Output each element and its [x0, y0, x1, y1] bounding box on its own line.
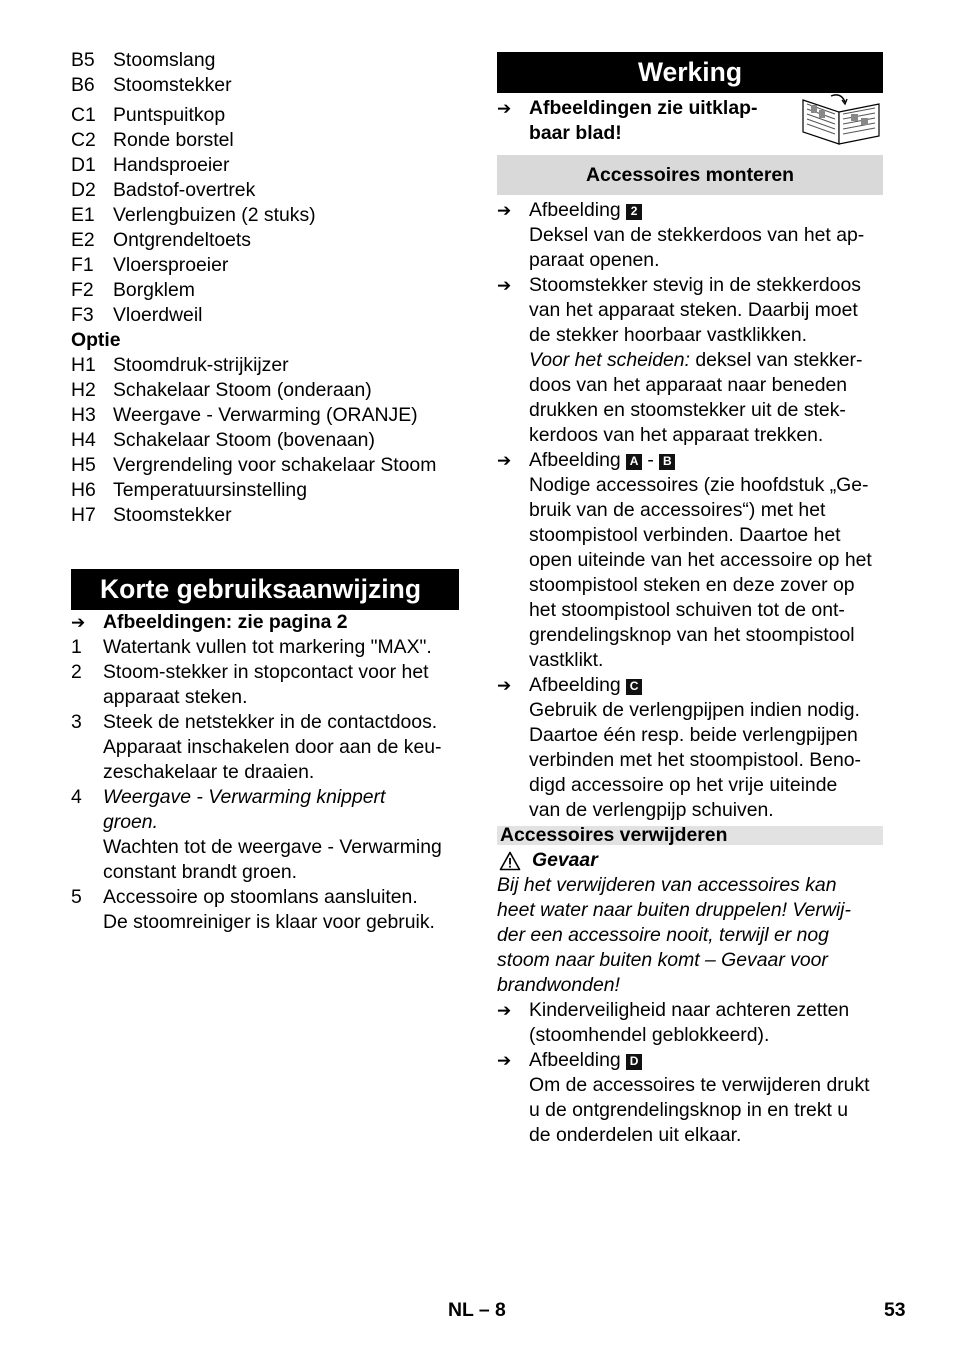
figure-ref-badge: D: [626, 1054, 642, 1070]
arrow-icon: ➔: [497, 1051, 512, 1070]
werking-section-title: Werking: [497, 52, 883, 93]
parts-list-group3: [71, 353, 459, 528]
parts-row: E2 Ontgrendeltoets: [71, 229, 251, 251]
arrow-icon: ➔: [497, 451, 512, 470]
subheading-accessoires-monteren: Accessoires monteren: [497, 155, 883, 195]
left-column: [71, 48, 459, 935]
korte-section-title: Korte gebruiksaanwijzing: [71, 569, 459, 610]
step-item: ➔ Stoomstekker stevig in de stekkerdoos van het apparaat steken. Daarbij moet de stekker hoorbaar vastklikken. Voor het scheiden: deksel van stekker- doos van het apparaat naar beneden drukken en stoomstekker uit de stek- kerdoos van het apparaat trekken.: [497, 274, 863, 446]
right-column: [497, 52, 883, 1148]
step-body: Deksel van de stekkerdoos van het ap- paraat openen.: [529, 224, 865, 271]
step-item: ➔ Kinderveiligheid naar achteren zetten (stoomhendel geblokkeerd).: [497, 999, 850, 1046]
list-item: 5 Accessoire op stoomlans aansluiten. De stoomreiniger is klaar voor gebruik.: [71, 886, 435, 933]
fig-step: ➔ Afbeelding 2: [497, 198, 883, 223]
werking-intro: ➔ Afbeeldingen zie uitklap- baar blad!: [497, 96, 883, 152]
arrow-icon: ➔: [497, 201, 512, 220]
parts-row: H6 Temperatuursinstelling: [71, 479, 308, 501]
parts-row: H5 Vergrendeling voor schakelaar Stoom: [71, 454, 437, 476]
step-body: Nodige accessoires (zie hoofdstuk „Ge- bruik van de accessoires“) met het stoompistool verbinden. Daartoe het open uiteinde van het accessoire op het stoompistool steken en deze zover op het stoompistool schuiven tot de ont- grendelingsknop van het stoompistool vastklikt.: [529, 474, 872, 671]
parts-list-group2: [71, 103, 459, 328]
korte-arrow-line: ➔ Afbeeldingen: zie pagina 2: [71, 611, 348, 633]
parts-row: B6 Stoomstekker: [71, 74, 232, 96]
page-number: 53: [884, 1299, 906, 1321]
parts-row: D2 Badstof-overtrek: [71, 179, 256, 201]
parts-row: B5 Stoomslang: [71, 49, 216, 71]
footer-section-label: NL – 8: [448, 1299, 506, 1321]
parts-row: F1 Vloersproeier: [71, 254, 229, 276]
arrow-icon: ➔: [497, 1001, 512, 1020]
fig-step: ➔ Afbeelding C: [497, 673, 883, 698]
figure-ref-badge: B: [659, 454, 675, 470]
subheading-accessoires-verwijderen: Accessoires verwijderen: [497, 826, 883, 845]
parts-row: H7 Stoomstekker: [71, 504, 232, 526]
fig-step: ➔ Afbeelding A - B: [497, 448, 883, 473]
list-item: 4 Weergave - Verwarming knippert groen. Wachten tot de weergave - Verwarming constant brandt groen.: [71, 786, 442, 883]
figure-ref-badge: 2: [626, 204, 642, 220]
optie-heading: Optie: [71, 329, 121, 351]
list-item: 3 Steek de netstekker in de contactdoos. Apparaat inschakelen door aan de keu- zeschakelaar te draaien.: [71, 711, 442, 783]
parts-row: F2 Borgklem: [71, 279, 195, 301]
warning-text: Bij het verwijderen van accessoires kan heet water naar buiten druppelen! Verwij- der een accessoire nooit, terwijl er nog stoom naar buiten komt – Gevaar voor brandwonden!: [497, 874, 851, 996]
list-item: 2 Stoom-stekker in stopcontact voor het apparaat steken.: [71, 661, 429, 708]
parts-list-group1: [71, 48, 459, 98]
figure-ref-badge: C: [626, 679, 642, 695]
parts-row: H4 Schakelaar Stoom (bovenaan): [71, 429, 375, 451]
parts-row: F3 Vloerdweil: [71, 304, 203, 326]
figure-ref-badge: A: [626, 454, 642, 470]
fig-step: ➔ Afbeelding D: [497, 1048, 883, 1073]
parts-row: C2 Ronde borstel: [71, 129, 234, 151]
book-icon: [801, 92, 883, 146]
parts-row: D1 Handsproeier: [71, 154, 230, 176]
warning-triangle-icon: [499, 851, 521, 871]
parts-row: H1 Stoomdruk-strijkijzer: [71, 354, 289, 376]
arrow-icon: ➔: [497, 99, 512, 118]
parts-row: H3 Weergave - Verwarming (ORANJE): [71, 404, 418, 426]
parts-row: H2 Schakelaar Stoom (onderaan): [71, 379, 372, 401]
list-item: 1 Watertank vullen tot markering "MAX".: [71, 636, 432, 658]
step-body: Om de accessoires te verwijderen drukt u de ontgrendelingsknop in en trekt u de onderdelen uit elkaar.: [529, 1074, 870, 1146]
parts-row: E1 Verlengbuizen (2 stuks): [71, 204, 316, 226]
arrow-icon: ➔: [497, 676, 512, 695]
warning-heading: Gevaar: [497, 848, 883, 873]
parts-row: C1 Puntspuitkop: [71, 104, 226, 126]
arrow-icon: ➔: [497, 276, 512, 295]
step-body: Gebruik de verlengpijpen indien nodig. Daartoe één resp. beide verlengpijpen verbinden met het stoompistool. Beno- digd accessoire op het vrije uiteinde van de verlengpijp schuiven.: [529, 699, 861, 821]
arrow-icon: ➔: [71, 613, 86, 632]
